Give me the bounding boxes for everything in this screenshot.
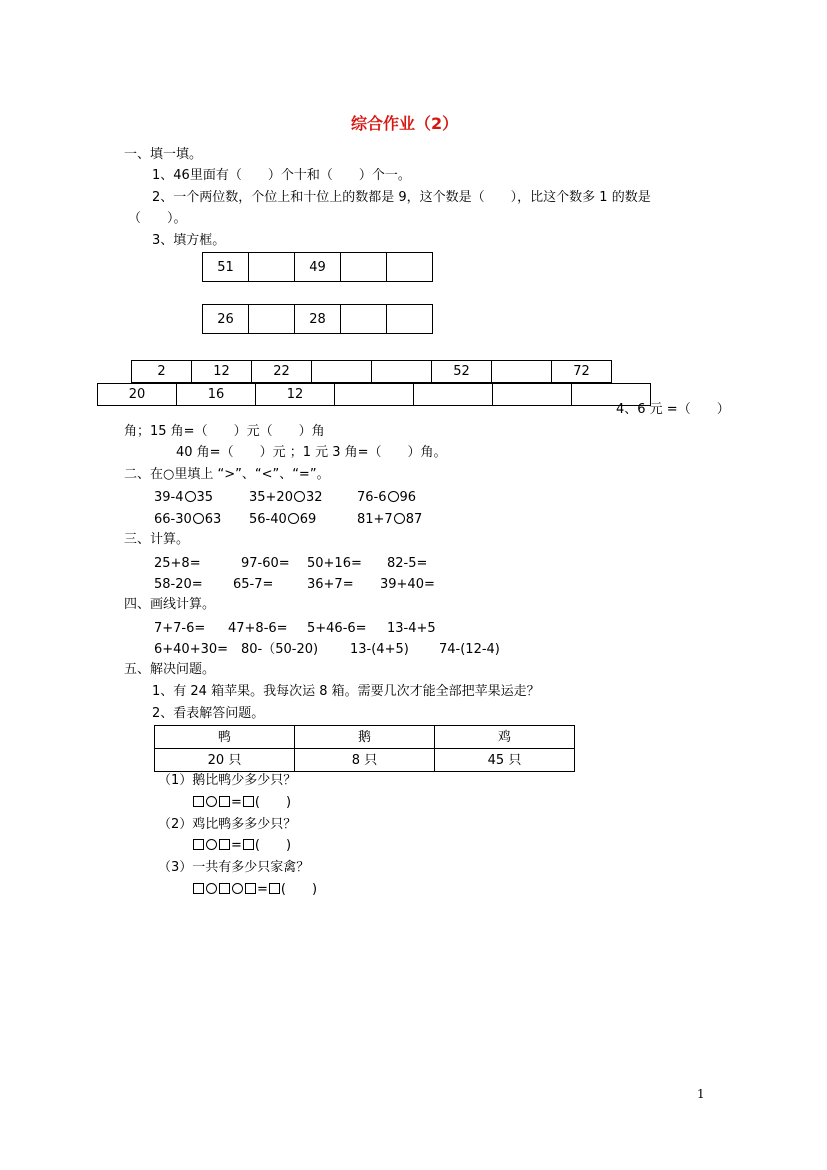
question-5-2: 2、看表解答问题。 — [152, 706, 265, 721]
box-cell: 2 — [132, 361, 192, 383]
compare-item: 56-40 69 — [249, 512, 317, 527]
box-cell — [341, 253, 387, 282]
box-cell: 52 — [432, 361, 492, 383]
table-cell: 8 只 — [295, 749, 435, 772]
answer-box-icon — [245, 883, 256, 894]
answer-circle-icon — [388, 491, 399, 502]
number-box-row-2 — [202, 304, 433, 334]
question-5-1: 1、有 24 箱苹果。我每次运 8 箱。需要几次才能全部把苹果运走？ — [152, 684, 540, 699]
compare-item: 39-4 35 — [154, 490, 214, 505]
calc-item: 50+16= — [307, 556, 362, 571]
calc-item: 47+8-6= — [228, 621, 288, 636]
compare-item: 66-30 63 — [154, 512, 222, 527]
box-cell: 16 — [177, 384, 256, 406]
box-cell — [414, 384, 493, 406]
operator-circle-icon — [206, 796, 217, 807]
calc-item: 58-20= — [154, 577, 203, 592]
sub-question-2: （2）鸡比鸭多多少只？ — [158, 817, 297, 832]
section-heading-2: 二、在○里填上 “>”、“<”、“=”。 — [124, 467, 330, 482]
calc-item: 7+7-6= — [154, 621, 206, 636]
question-1-2a: 2、一个两位数，个位上和十位上的数都是 9，这个数是（ ），比这个数多 1 的数是 — [152, 190, 651, 205]
section-heading-1: 一、填一填。 — [124, 147, 203, 162]
sub-question-3: （3）一共有多少只家禽？ — [158, 860, 310, 875]
answer-template-2: = ( ) — [192, 839, 291, 852]
page-number: 1 — [697, 1087, 705, 1101]
box-cell — [387, 253, 433, 282]
calc-item: 80-（50-20) — [241, 642, 319, 657]
compare-item: 81+7 87 — [357, 512, 423, 527]
box-cell: 12 — [192, 361, 252, 383]
answer-box-icon — [269, 883, 280, 894]
box-cell: 20 — [98, 384, 177, 406]
calc-item: 36+7= — [307, 577, 354, 592]
compare-item: 35+20 32 — [249, 490, 323, 505]
operator-circle-icon — [206, 839, 217, 850]
box-cell: 72 — [552, 361, 612, 383]
answer-circle-icon — [193, 513, 204, 524]
box-cell — [372, 361, 432, 383]
calc-item: 25+8= — [154, 556, 201, 571]
money-question-line-2: 40 角=（ ）元 ；1 元 3 角=（ ）角。 — [176, 445, 447, 460]
answer-template-1: = ( ) — [192, 796, 291, 809]
question-1-1: 1、46里面有（ ）个十和（ ）个一。 — [152, 168, 411, 183]
answer-circle-icon — [394, 513, 405, 524]
calc-item: 74-(12-4) — [439, 642, 500, 657]
answer-box-icon — [193, 883, 204, 894]
money-question-right: 4、6 元 =（ ） — [616, 402, 730, 417]
box-cell — [341, 305, 387, 334]
compare-item: 76-6 96 — [357, 490, 417, 505]
operator-circle-icon — [206, 883, 217, 894]
calc-item: 82-5= — [387, 556, 428, 571]
answer-circle-icon — [288, 513, 299, 524]
calc-item: 5+46-6= — [307, 621, 367, 636]
calc-item: 65-7= — [233, 577, 274, 592]
box-cell — [335, 384, 414, 406]
answer-box-icon — [243, 839, 254, 850]
poultry-table — [154, 725, 575, 772]
answer-circle-icon — [185, 491, 196, 502]
table-cell: 45 只 — [435, 749, 575, 772]
section-heading-5: 五、解决问题。 — [124, 662, 216, 677]
calc-item: 6+40+30= — [154, 642, 229, 657]
box-cell — [249, 305, 295, 334]
calc-item: 13-4+5 — [387, 621, 436, 636]
box-cell — [249, 253, 295, 282]
calc-item: 39+40= — [380, 577, 435, 592]
money-question-line-1: 角；15 角=（ ）元（ ）角 — [124, 424, 325, 439]
number-box-row-1 — [202, 252, 433, 282]
answer-box-icon — [243, 796, 254, 807]
question-1-3: 3、填方框。 — [152, 233, 226, 248]
table-header-cell: 鹅 — [295, 726, 435, 749]
table-header-cell: 鸡 — [435, 726, 575, 749]
question-1-2b: （ ）。 — [128, 211, 187, 226]
answer-template-3: = ( ) — [192, 883, 317, 896]
number-box-row-3 — [131, 360, 612, 383]
table-header-cell: 鸭 — [155, 726, 295, 749]
calc-item: 13-(4+5) — [350, 642, 409, 657]
sub-question-1: （1）鹅比鸭少多少只？ — [158, 773, 297, 788]
box-cell: 12 — [256, 384, 335, 406]
section-heading-4: 四、画线计算。 — [124, 597, 216, 612]
answer-box-icon — [193, 839, 204, 850]
answer-circle-icon — [294, 491, 305, 502]
answer-box-icon — [219, 883, 230, 894]
operator-circle-icon — [232, 883, 243, 894]
box-cell: 26 — [203, 305, 249, 334]
page-title: 综合作业（2） — [351, 114, 459, 133]
box-cell — [312, 361, 372, 383]
box-cell: 22 — [252, 361, 312, 383]
box-cell: 51 — [203, 253, 249, 282]
number-box-row-4 — [97, 383, 651, 406]
section-heading-3: 三、计算。 — [124, 532, 190, 547]
box-cell: 49 — [295, 253, 341, 282]
box-cell — [387, 305, 433, 334]
box-cell — [493, 384, 572, 406]
answer-box-icon — [219, 796, 230, 807]
calc-item: 97-60= — [241, 556, 290, 571]
answer-box-icon — [193, 796, 204, 807]
box-cell: 28 — [295, 305, 341, 334]
table-cell: 20 只 — [155, 749, 295, 772]
answer-box-icon — [219, 839, 230, 850]
box-cell — [492, 361, 552, 383]
